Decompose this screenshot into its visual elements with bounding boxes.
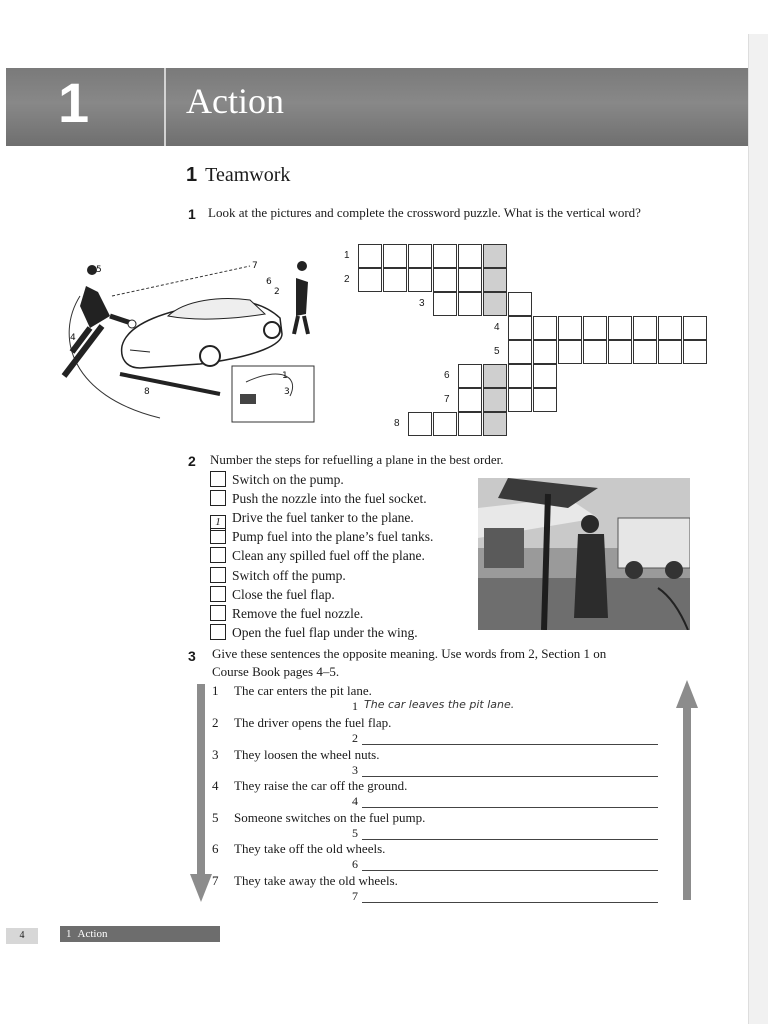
sentence-text: Someone switches on the fuel pump. bbox=[234, 810, 426, 825]
answer-line[interactable] bbox=[352, 763, 358, 778]
crossword-cell[interactable] bbox=[458, 412, 482, 436]
page-edge bbox=[748, 34, 768, 1024]
sentence-number: 2 bbox=[212, 715, 219, 730]
sentence bbox=[212, 810, 425, 826]
crossword-cell[interactable] bbox=[383, 268, 407, 292]
answer-number: 1 bbox=[352, 699, 358, 713]
exercise-2-instruction: Number the steps for refuelling a plane in the best order. bbox=[210, 452, 504, 467]
list-item bbox=[210, 604, 363, 623]
exercise-2-number: 2 bbox=[188, 453, 196, 469]
step-text: Remove the fuel nozzle. bbox=[232, 606, 364, 621]
crossword-cell[interactable] bbox=[433, 244, 457, 268]
crossword-cell[interactable] bbox=[358, 268, 382, 292]
list-item bbox=[210, 527, 433, 546]
crossword-cell[interactable] bbox=[458, 388, 482, 412]
step-text: Close the fuel flap. bbox=[232, 587, 335, 602]
answer-line[interactable] bbox=[352, 889, 358, 904]
step-answer-box[interactable] bbox=[210, 586, 226, 602]
crossword-cell[interactable] bbox=[358, 244, 382, 268]
crossword-cell[interactable] bbox=[483, 412, 507, 436]
list-item bbox=[210, 489, 427, 508]
pit-stop-illustration bbox=[50, 256, 320, 426]
refuelling-photo-drawing bbox=[478, 478, 690, 630]
step-text: Pump fuel into the plane’s fuel tanks. bbox=[232, 529, 434, 544]
crossword-cell[interactable] bbox=[508, 316, 532, 340]
crossword-cell[interactable] bbox=[658, 340, 682, 364]
crossword-clue-number: 7 bbox=[444, 394, 450, 405]
step-answer-box[interactable]: 1 bbox=[210, 515, 226, 531]
down-arrow-icon bbox=[190, 684, 212, 904]
sentence bbox=[212, 747, 380, 763]
step-answer-box[interactable] bbox=[210, 567, 226, 583]
crossword-cell[interactable] bbox=[458, 292, 482, 316]
exercise-1-instruction: Look at the pictures and complete the crossword puzzle. What is the vertical word? bbox=[208, 205, 641, 220]
crossword-cell[interactable] bbox=[508, 340, 532, 364]
sentence-number: 4 bbox=[212, 778, 219, 793]
crossword-cell[interactable] bbox=[483, 268, 507, 292]
footer-unit-bar bbox=[60, 926, 220, 942]
sentence-number: 1 bbox=[212, 683, 219, 698]
svg-text:5: 5 bbox=[96, 265, 102, 275]
crossword-cell[interactable] bbox=[508, 292, 532, 316]
step-answer-box[interactable] bbox=[210, 547, 226, 563]
crossword-clue-number: 1 bbox=[344, 250, 350, 261]
crossword-cell[interactable] bbox=[483, 244, 507, 268]
list-item bbox=[210, 585, 335, 604]
crossword-cell[interactable] bbox=[583, 340, 607, 364]
sentence-text: They raise the car off the ground. bbox=[234, 778, 408, 793]
crossword-cell[interactable] bbox=[608, 316, 632, 340]
crossword-cell[interactable] bbox=[508, 364, 532, 388]
sentence-text: They loosen the wheel nuts. bbox=[234, 747, 380, 762]
crossword-cell[interactable] bbox=[533, 316, 557, 340]
crossword-clue-number: 5 bbox=[494, 346, 500, 357]
exercise-1-number: 1 bbox=[188, 206, 196, 222]
answer-line[interactable] bbox=[352, 857, 358, 872]
mechanic-right-figure bbox=[294, 261, 308, 334]
crossword-cell[interactable] bbox=[558, 316, 582, 340]
crossword-cell[interactable] bbox=[533, 364, 557, 388]
crossword-cell[interactable] bbox=[658, 316, 682, 340]
banner-divider bbox=[164, 68, 166, 146]
answer-number: 3 bbox=[352, 763, 358, 777]
step-text: Switch on the pump. bbox=[232, 472, 344, 487]
section-title: Teamwork bbox=[205, 164, 291, 186]
crossword-cell[interactable] bbox=[533, 388, 557, 412]
sentence-text: The driver opens the fuel flap. bbox=[234, 715, 392, 730]
crossword-cell[interactable] bbox=[583, 316, 607, 340]
answer-line[interactable] bbox=[352, 794, 358, 809]
answer-number: 5 bbox=[352, 826, 358, 840]
sentence bbox=[212, 841, 385, 857]
crossword-cell[interactable] bbox=[683, 316, 707, 340]
unit-banner bbox=[6, 68, 748, 146]
exercise-3-number: 3 bbox=[188, 648, 196, 664]
crossword-cell[interactable] bbox=[533, 340, 557, 364]
crossword-clue-number: 8 bbox=[394, 418, 400, 429]
section-heading bbox=[186, 164, 290, 187]
crossword-clue-number: 4 bbox=[494, 322, 500, 333]
crossword-cell[interactable] bbox=[633, 340, 657, 364]
step-answer-box[interactable] bbox=[210, 624, 226, 640]
section-number: 1 bbox=[186, 164, 198, 186]
list-item bbox=[210, 470, 344, 489]
answer-line[interactable] bbox=[352, 826, 358, 841]
crossword-cell[interactable] bbox=[433, 412, 457, 436]
sentence bbox=[212, 683, 372, 699]
answer-number: 2 bbox=[352, 731, 358, 745]
crossword-cell[interactable] bbox=[408, 412, 432, 436]
step-text: Push the nozzle into the fuel socket. bbox=[232, 491, 427, 506]
crossword-cell[interactable] bbox=[683, 340, 707, 364]
step-text: Open the fuel flap under the wing. bbox=[232, 625, 418, 640]
svg-text:4: 4 bbox=[70, 333, 76, 343]
svg-text:7: 7 bbox=[252, 261, 258, 271]
step-answer-box[interactable] bbox=[210, 605, 226, 621]
step-answer-box[interactable] bbox=[210, 528, 226, 544]
answer-text: The car leaves the pit lane. bbox=[364, 698, 515, 711]
step-text: Switch off the pump. bbox=[232, 568, 346, 583]
svg-text:3: 3 bbox=[284, 387, 290, 397]
sentence bbox=[212, 873, 398, 889]
answer-line[interactable] bbox=[352, 698, 515, 714]
svg-text:1: 1 bbox=[282, 371, 288, 381]
crossword-cell[interactable] bbox=[433, 268, 457, 292]
page-number: 4 bbox=[6, 928, 38, 944]
crossword-cell[interactable] bbox=[458, 268, 482, 292]
crossword-cell[interactable] bbox=[483, 364, 507, 388]
crossword-cell[interactable] bbox=[458, 244, 482, 268]
exercise-3-instruction-line1: Give these sentences the opposite meaning. Use words from 2, Section 1 on bbox=[212, 646, 607, 661]
exercise-3-instruction-line2: Course Book pages 4–5. bbox=[212, 664, 340, 679]
footer-unit-number: 1 bbox=[66, 928, 72, 940]
crossword-clue-number: 6 bbox=[444, 370, 450, 381]
footer-unit-title: Action bbox=[77, 928, 108, 940]
crossword-clue-number: 2 bbox=[344, 274, 350, 285]
crossword-cell[interactable] bbox=[433, 292, 457, 316]
list-item bbox=[210, 508, 414, 527]
crossword-cell[interactable] bbox=[633, 316, 657, 340]
answer-number: 4 bbox=[352, 794, 358, 808]
sentence-text: They take away the old wheels. bbox=[234, 873, 398, 888]
sentence-number: 3 bbox=[212, 747, 219, 762]
crossword-cell[interactable] bbox=[458, 364, 482, 388]
sentence-number: 6 bbox=[212, 841, 219, 856]
unit-number: 1 bbox=[58, 71, 90, 134]
crossword-cell[interactable] bbox=[483, 388, 507, 412]
answer-number: 7 bbox=[352, 889, 358, 903]
crossword-cell[interactable] bbox=[508, 388, 532, 412]
sentence-number: 5 bbox=[212, 810, 219, 825]
crossword-clue-number: 3 bbox=[419, 298, 425, 309]
sentence-text: The car enters the pit lane. bbox=[234, 683, 372, 698]
list-item bbox=[210, 623, 418, 642]
crossword-grid bbox=[344, 244, 698, 444]
crossword-cell[interactable] bbox=[408, 268, 432, 292]
list-item bbox=[210, 566, 346, 585]
svg-text:2: 2 bbox=[274, 287, 280, 297]
svg-text:6: 6 bbox=[266, 277, 272, 287]
crossword-cell[interactable] bbox=[483, 292, 507, 316]
sentence-text: They take off the old wheels. bbox=[234, 841, 386, 856]
step-answer-box[interactable] bbox=[210, 490, 226, 506]
sentence-number: 7 bbox=[212, 873, 219, 888]
up-arrow-icon bbox=[676, 680, 698, 900]
sentence bbox=[212, 778, 407, 794]
step-text: Clean any spilled fuel off the plane. bbox=[232, 548, 425, 563]
sentence bbox=[212, 715, 391, 731]
svg-text:8: 8 bbox=[144, 387, 150, 397]
crossword-cell[interactable] bbox=[558, 340, 582, 364]
crossword-cell[interactable] bbox=[383, 244, 407, 268]
step-answer-box[interactable] bbox=[210, 471, 226, 487]
crossword-cell[interactable] bbox=[608, 340, 632, 364]
answer-line[interactable] bbox=[352, 731, 358, 746]
step-text: Drive the fuel tanker to the plane. bbox=[232, 510, 414, 525]
car-drawing bbox=[122, 299, 282, 368]
crossword-cell[interactable] bbox=[408, 244, 432, 268]
list-item bbox=[210, 546, 425, 565]
answer-number: 6 bbox=[352, 857, 358, 871]
refuelling-photo bbox=[478, 478, 690, 630]
unit-title: Action bbox=[186, 81, 284, 121]
